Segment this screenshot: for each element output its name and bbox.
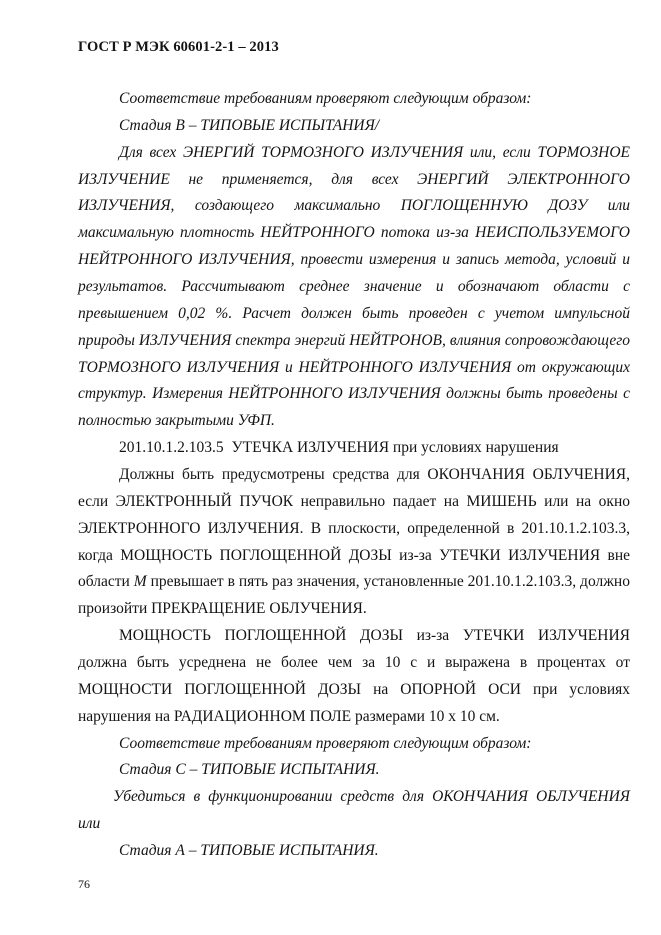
compliance-check-intro: Соответствие требованиям проверяют следующим образом: <box>119 90 532 107</box>
dose-rate-averaging-paragraph: МОЩНОСТЬ ПОГЛОЩЕННОЙ ДОЗЫ из-за УТЕЧКИ ИЗЛУЧЕНИЯ должна быть усреднена не более чем за 10 с и выражена в процентах от МОЩНОСТИ ПОГЛОЩЕННОЙ ДОЗЫ на ОПОРНОЙ ОСИ при условиях нарушения на РАДИАЦИОННОМ ПОЛЕ размерами 10 x 10 см. <box>78 627 630 725</box>
clause-heading <box>78 435 630 462</box>
stage-c-type-tests: Стадия С – ТИПОВЫЕ ИСПЫТАНИЯ. <box>119 761 380 779</box>
clause-title: УТЕЧКА ИЗЛУЧЕНИЯ при условиях нарушения <box>231 439 559 457</box>
termination-requirement-paragraph <box>78 462 630 623</box>
clause-number: 201.10.1.2.103.5 <box>119 439 224 457</box>
compliance-check-intro-2: Соответствие требованиям проверяют следующим образом: <box>119 734 532 752</box>
stage-b-type-tests: Стадия В – ТИПОВЫЕ ИСПЫТАНИЯ/ <box>119 116 380 134</box>
termination-requirement-text-2: превышает в пять раз значения, установленные 201.10.1.2.103.3, должно произойти ПРЕКРАЩЕНИЕ ОБЛУЧЕНИЯ. <box>78 573 630 618</box>
termination-requirement-text-1: Должны быть предусмотрены средства для ОКОНЧАНИЯ ОБЛУЧЕНИЯ, если ЭЛЕКТРОННЫЙ ПУЧОК неправильно падает на МИШЕНЬ или на окно ЭЛЕКТРОННОГО ИЗЛУЧЕНИЯ. В плоскости, определенной в 201.10.1.2.103.3, когда МОЩНОСТЬ ПОГЛОЩЕННОЙ ДОЗЫ из-за УТЕЧКИ ИЗЛУЧЕНИЯ вне области <box>78 466 630 591</box>
verify-termination-paragraph: Убедиться в функционировании средств для ОКОНЧАНИЯ ОБЛУЧЕНИЯ или <box>78 788 630 833</box>
document-body <box>78 86 630 865</box>
page-number: 76 <box>78 877 90 891</box>
document-standard-title: ГОСТ Р МЭК 60601-2-1 – 2013 <box>78 39 279 55</box>
stage-b-procedure-paragraph: Для всех ЭНЕРГИЙ ТОРМОЗНОГО ИЗЛУЧЕНИЯ или, если ТОРМОЗНОЕ ИЗЛУЧЕНИЕ не применяется, для всех ЭНЕРГИЙ ЭЛЕКТРОННОГО ИЗЛУЧЕНИЯ, создающего максимально ПОГЛОЩЕННУЮ ДОЗУ или максимальную плотность НЕЙТРОННОГО потока из-за НЕИСПОЛЬЗУЕМОГО НЕЙТРОННОГО ИЗЛУЧЕНИЯ, провести измерения и запись метода, условий и результатов. Рассчитывают среднее значение и обозначают области с превышением 0,02 %. Расчет должен быть проведен с учетом импульсной природы ИЗЛУЧЕНИЯ спектра энергий НЕЙТРОНОВ, влияния сопровождающего ТОРМОЗНОГО ИЗЛУЧЕНИЯ и НЕЙТРОННОГО ИЗЛУЧЕНИЯ от окружающих структур. Измерения НЕЙТРОННОГО ИЗЛУЧЕНИЯ должны быть проведены с полностью закрытыми УФП. <box>78 143 630 430</box>
stage-a-type-tests: Стадия А – ТИПОВЫЕ ИСПЫТАНИЯ. <box>119 842 379 860</box>
area-symbol: M <box>133 573 147 591</box>
